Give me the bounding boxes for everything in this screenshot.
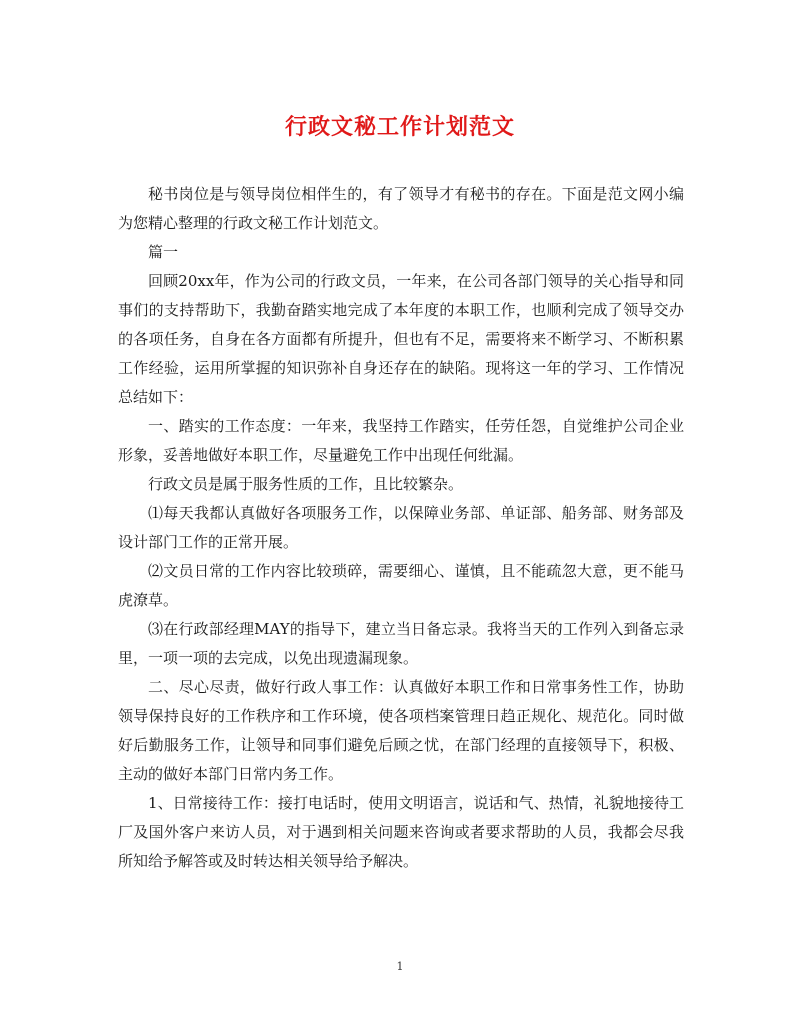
paragraph-hr-work: 二、尽心尽责，做好行政人事工作：认真做好本职工作和日常事务性工作，协助领导保持良好的工作秩序和工作环境，使各项档案管理日趋正规化、规范化。同时做好后勤服务工作，让领导和同事们避免后顾之忧，在部门经理的直接领导下，积极、主动的做好本部门日常内务工作。: [118, 678, 684, 783]
paragraph-attitude: 一、踏实的工作态度：一年来，我坚持工作踏实，任劳任怨，自觉维护公司企业形象，妥善地做好本职工作，尽量避免工作中出现任何纰漏。: [118, 417, 684, 464]
paragraph-service-nature: 行政文员是属于服务性质的工作，且比较繁杂。: [148, 475, 464, 493]
paragraph-section-heading: 篇一: [148, 243, 179, 261]
page-number: 1: [396, 960, 404, 973]
document-title: 行政文秘工作计划范文: [284, 114, 515, 140]
paragraph-intro: 秘书岗位是与领导岗位相伴生的，有了领导才有秘书的存在。下面是范文网小编为您精心整理的行政文秘工作计划范文。: [118, 185, 684, 232]
paragraph-item-2: ⑵文员日常的工作内容比较琐碎，需要细心、谨慎，且不能疏忽大意，更不能马虎潦草。: [118, 562, 684, 609]
paragraph-item-3: ⑶在行政部经理MAY的指导下，建立当日备忘录。我将当天的工作列入到备忘录里，一项一项的去完成，以免出现遗漏现象。: [118, 620, 684, 667]
paragraph-review: 回顾20xx年，作为公司的行政文员，一年来，在公司各部门领导的关心指导和同事们的支持帮助下，我勤奋踏实地完成了本年度的本职工作，也顺利完成了领导交办的各项任务，自身在各方面都有所提升，但也有不足，需要将来不断学习、不断积累工作经验，运用所掌握的知识弥补自身还存在的缺陷。现将这一年的学习、工作情况总结如下：: [118, 272, 684, 406]
paragraph-item-1: ⑴每天我都认真做好各项服务工作，以保障业务部、单证部、船务部、财务部及设计部门工作的正常开展。: [118, 504, 684, 551]
paragraph-reception: 1、日常接待工作：接打电话时，使用文明语言，说话和气、热情，礼貌地接待工厂及国外客户来访人员，对于遇到相关问题来咨询或者要求帮助的人员，我都会尽我所知给予解答或及时转达相关领导给予解决。: [118, 794, 684, 870]
document-body: [118, 180, 684, 876]
